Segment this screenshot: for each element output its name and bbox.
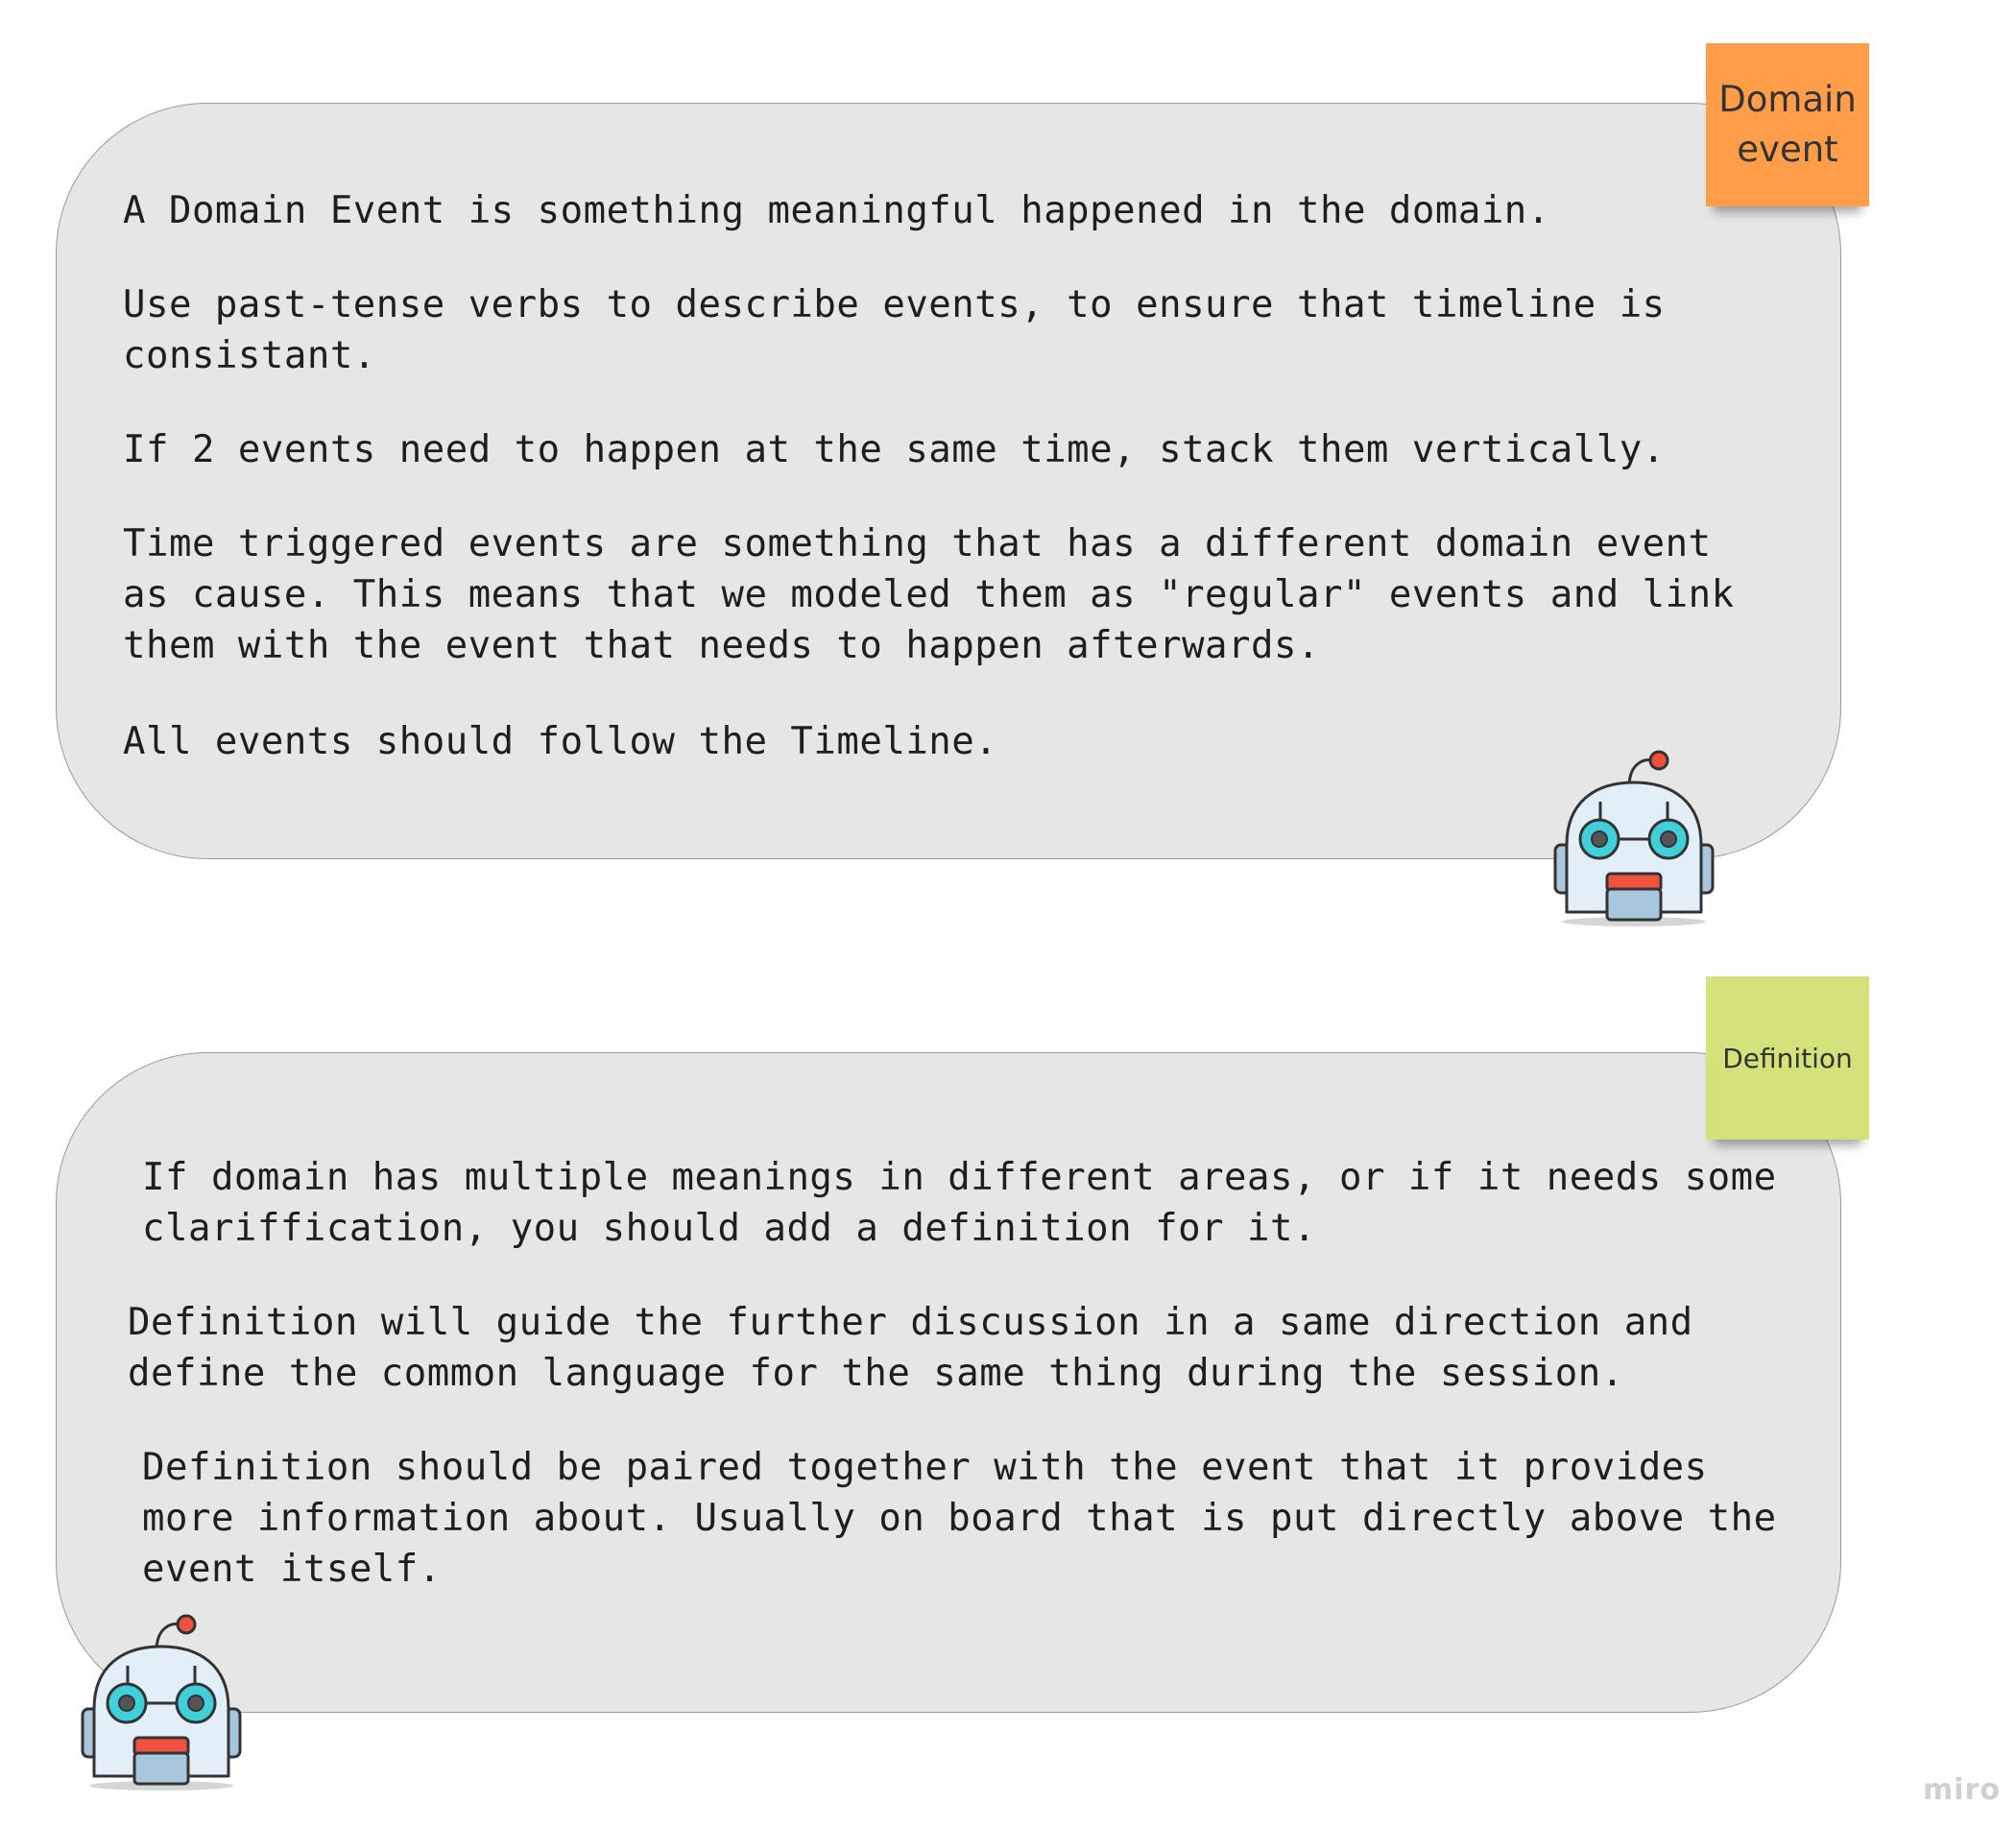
domain-event-paragraph-1: A Domain Event is something meaningful happened in the domain.: [123, 189, 1550, 232]
domain-event-paragraph-2: Use past-tense verbs to describe events, to ensure that timeline is consistant.: [123, 283, 1666, 377]
miro-watermark: miro: [1923, 1773, 2001, 1807]
robot-icon: [1548, 739, 1720, 931]
definition-paragraph-3: Definition should be paired together with the event that it provides more information about. Usually on board that is put directly above the event itself.: [142, 1446, 1777, 1591]
domain-event-sticky-note[interactable]: [1706, 43, 1869, 206]
domain-event-sticky-label: Domain event: [1718, 79, 1857, 170]
definition-paragraph-2: Definition will guide the further discussion in a same direction and define the common language for the same thing during the session.: [128, 1301, 1693, 1395]
domain-event-paragraph-3: If 2 events need to happen at the same time, stack them vertically.: [123, 428, 1666, 471]
robot-icon: [75, 1603, 248, 1795]
definition-paragraph-1: If domain has multiple meanings in different areas, or if it needs some clariffication, you should add a definition for it.: [142, 1156, 1777, 1250]
definition-sticky-note[interactable]: [1706, 976, 1869, 1140]
domain-event-paragraph-4: Time triggered events are something that has a different domain event as cause. This means that we modeled them as "regular" events and link them with the event that needs to happen afterwards.: [123, 522, 1735, 667]
domain-event-paragraph-5: All events should follow the Timeline.: [123, 720, 998, 763]
definition-sticky-label: Definition: [1722, 1042, 1853, 1074]
